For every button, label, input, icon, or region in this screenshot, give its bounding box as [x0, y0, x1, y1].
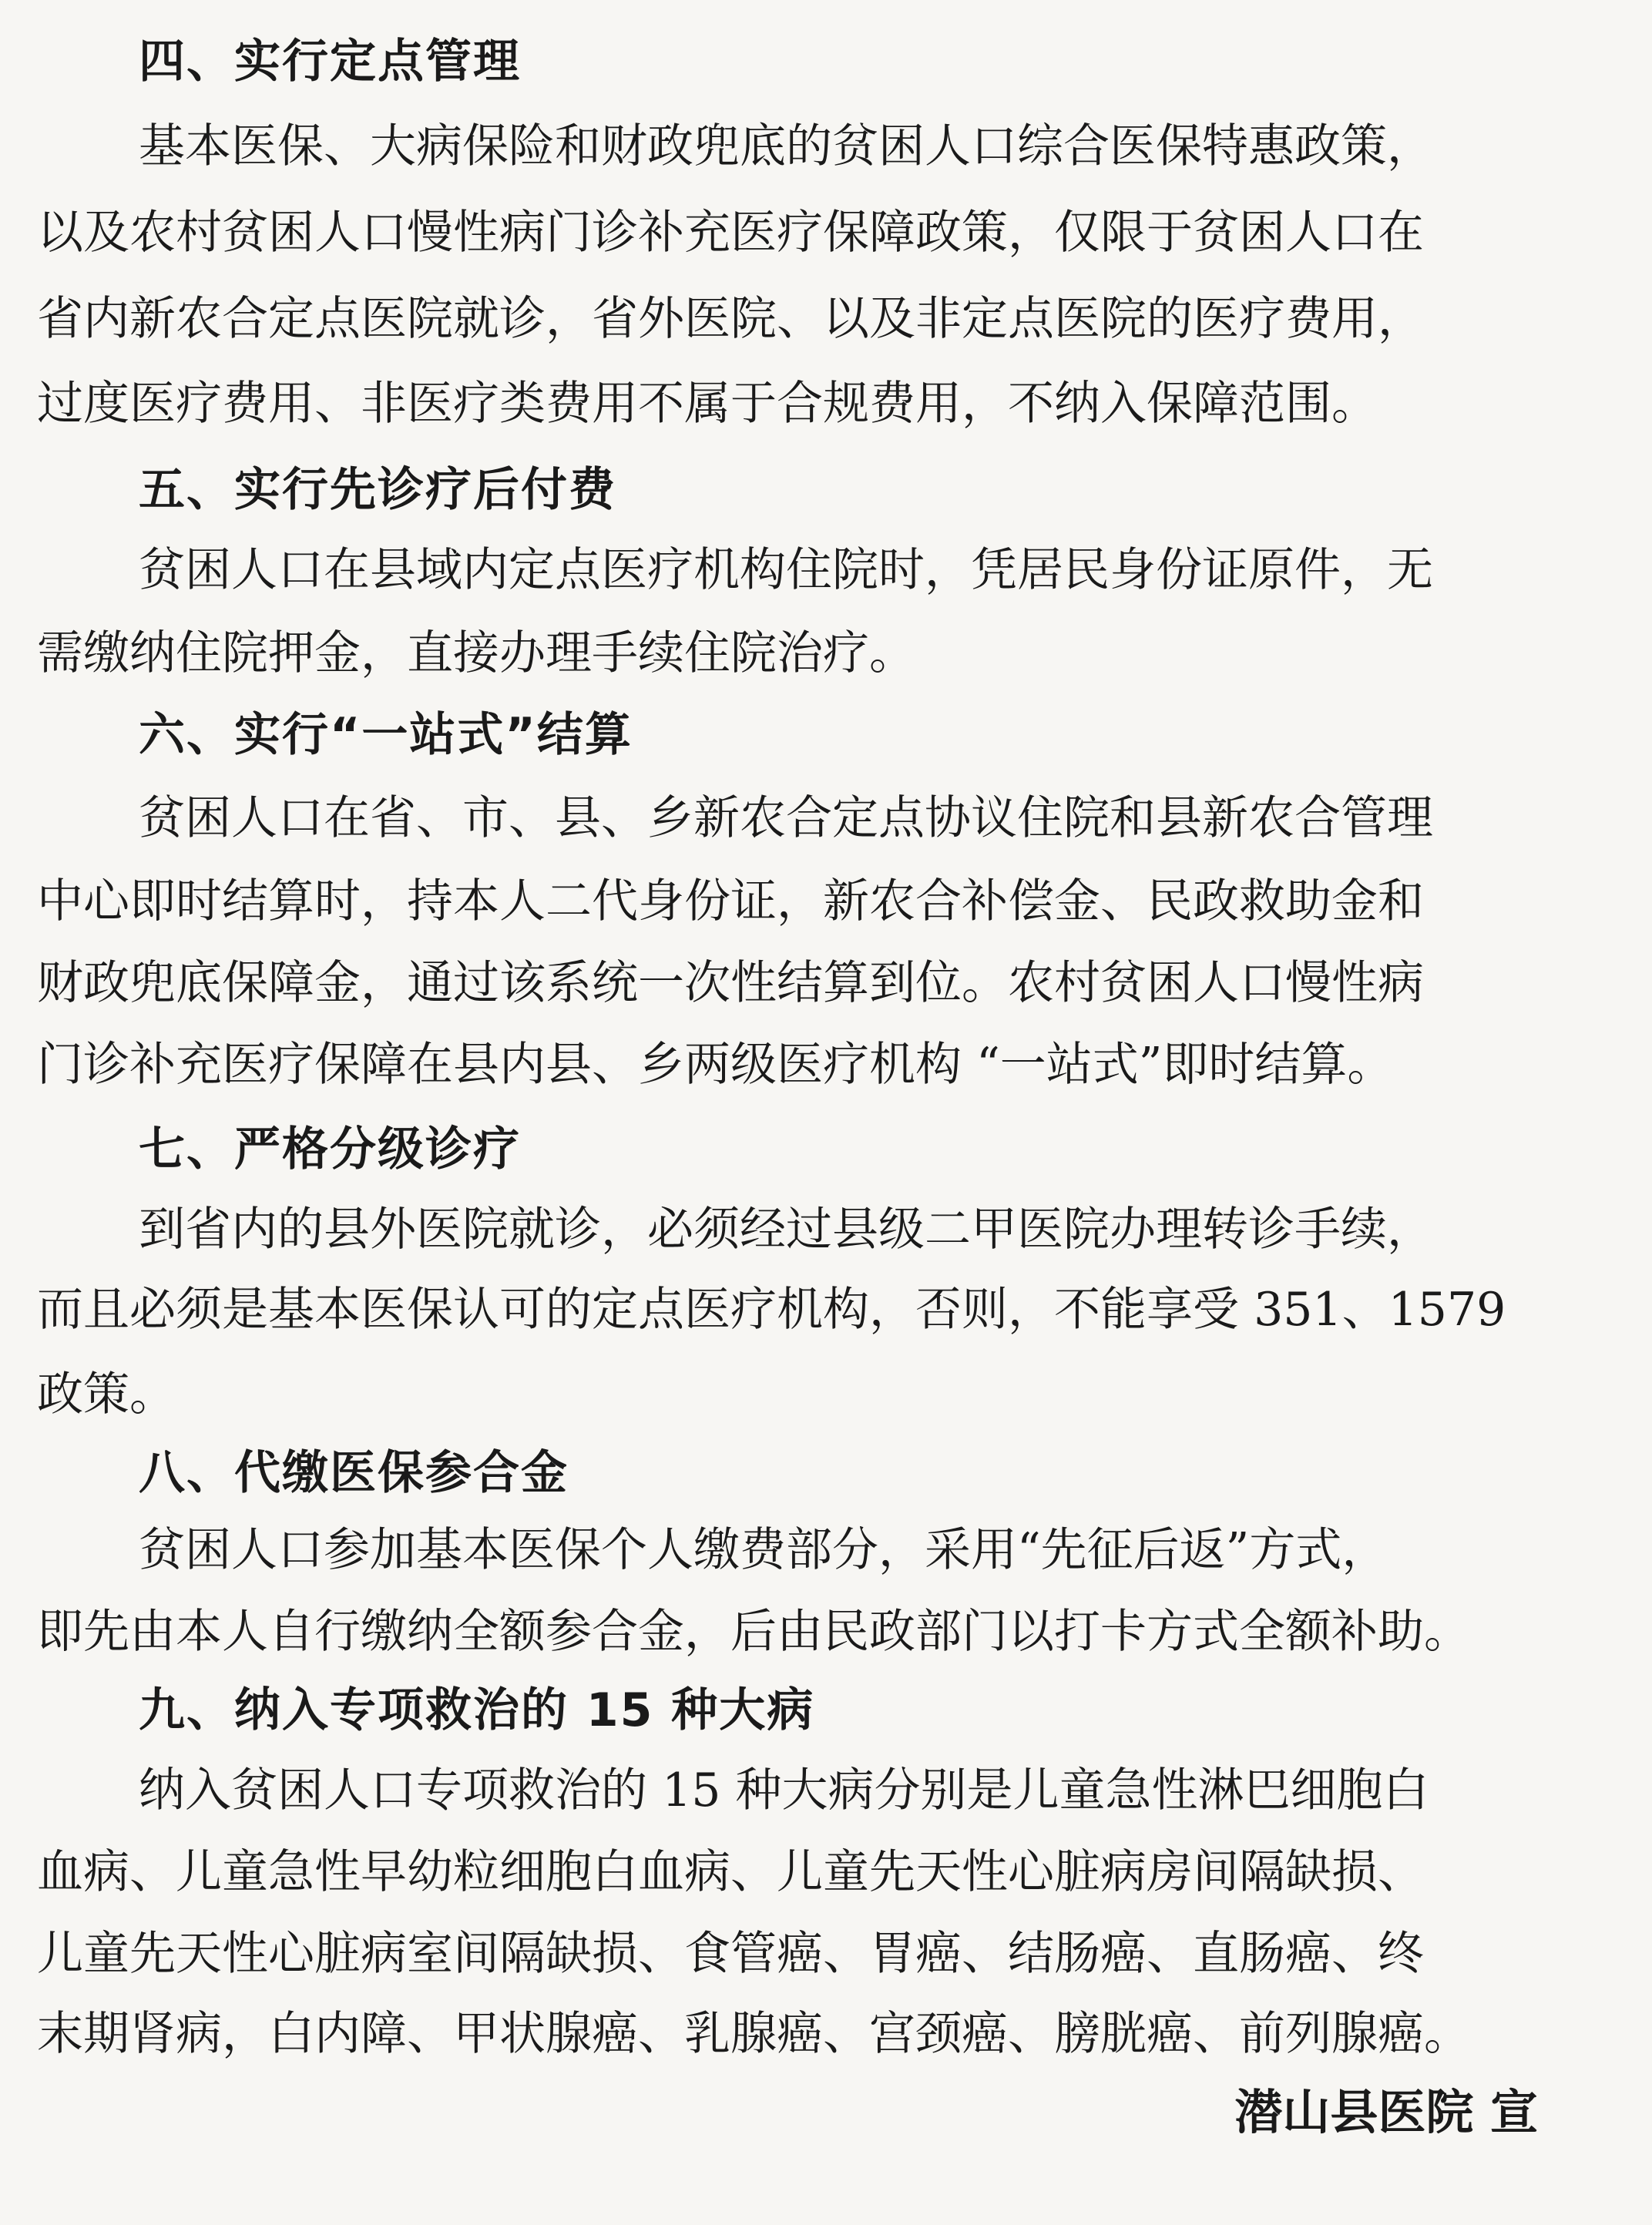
section-heading-5: 五、实行先诊疗后付费 — [139, 463, 616, 517]
section-4-line-4: 过度医疗费用、非医疗类费用不属于合规费用，不纳入保障范围。 — [37, 377, 1378, 431]
section-9-line-2: 血病、儿童急性早幼粒细胞白血病、儿童先天性心脏病房间隔缺损、 — [37, 1845, 1424, 1899]
signature: 潜山县医院 宣 — [1234, 2084, 1538, 2140]
section-9-line-1: 纳入贫困人口专项救治的 15 种大病分别是儿童急性淋巴细胞白 — [139, 1764, 1429, 1817]
section-5-line-2: 需缴纳住院押金，直接办理手续住院治疗。 — [37, 626, 915, 680]
section-8-line-1: 贫困人口参加基本医保个人缴费部分，采用“先征后返”方式， — [139, 1523, 1388, 1577]
section-heading-4: 四、实行定点管理 — [139, 35, 521, 89]
section-9-line-3: 儿童先天性心脏病室间隔缺损、食管癌、胃癌、结肠癌、直肠癌、终 — [37, 1927, 1424, 1981]
section-4-line-2: 以及农村贫困人口慢性病门诊补充医疗保障政策，仅限于贫困人口在 — [37, 206, 1424, 260]
section-6-line-2: 中心即时结算时，持本人二代身份证，新农合补偿金、民政救助金和 — [37, 874, 1424, 928]
section-heading-8: 八、代缴医保参合金 — [139, 1446, 569, 1500]
section-7-line-3: 政策。 — [37, 1368, 176, 1421]
section-9-line-4: 末期肾病，白内障、甲状腺癌、乳腺癌、宫颈癌、膀胱癌、前列腺癌。 — [37, 2007, 1470, 2061]
section-4-line-1: 基本医保、大病保险和财政兜底的贫困人口综合医保特惠政策， — [139, 119, 1433, 173]
section-7-line-1: 到省内的县外医院就诊，必须经过县级二甲医院办理转诊手续， — [139, 1203, 1433, 1257]
section-heading-7: 七、严格分级诊疗 — [139, 1123, 521, 1176]
section-5-line-1: 贫困人口在县域内定点医疗机构住院时，凭居民身份证原件，无 — [139, 543, 1433, 597]
section-6-line-1: 贫困人口在省、市、县、乡新农合定点协议住院和县新农合管理 — [139, 791, 1433, 845]
section-6-line-4: 门诊补充医疗保障在县内县、乡两级医疗机构 “一站式”即时结算。 — [37, 1038, 1394, 1092]
section-8-line-2: 即先由本人自行缴纳全额参合金，后由民政部门以打卡方式全额补助。 — [37, 1605, 1470, 1659]
section-heading-9: 九、纳入专项救治的 15 种大病 — [139, 1683, 815, 1737]
section-4-line-3: 省内新农合定点医院就诊，省外医院、以及非定点医院的医疗费用， — [37, 292, 1424, 346]
section-6-line-3: 财政兜底保障金，通过该系统一次性结算到位。农村贫困人口慢性病 — [37, 956, 1424, 1010]
section-7-line-2: 而且必须是基本医保认可的定点医疗机构，否则，不能享受 351、1579 — [37, 1283, 1506, 1337]
section-heading-6: 六、实行“一站式”结算 — [139, 708, 633, 762]
